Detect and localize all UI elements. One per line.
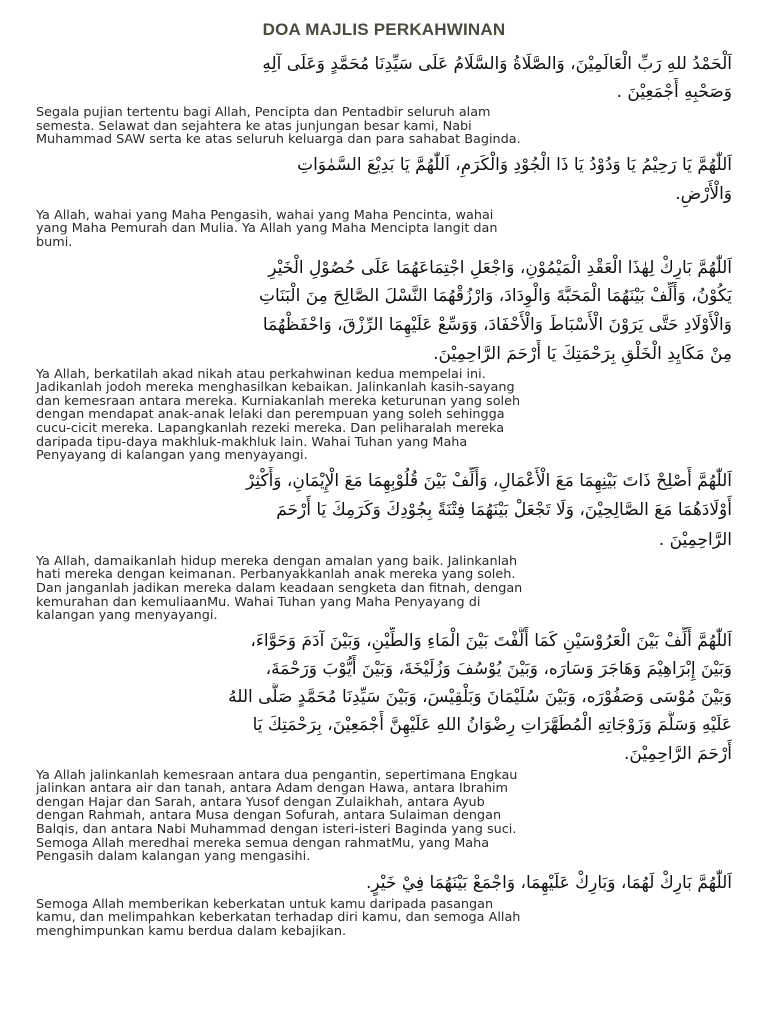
- arabic-line: أَوْلَادَهُمَا مَعَ الصَّالِحِيْنَ، وَلَا تَجْعَلْ بَيْنَهُمَا فِتْنَةً بِجُوْدِكَ وَكَرَمِكَ يَا أَرْحَمَ: [276, 499, 732, 520]
- translation-line: Ya Allah, berkatilah akad nikah atau perkahwinan kedua mempelai ini.: [36, 366, 486, 382]
- translation-line: daripada tipu-daya makhluk-makhluk lain. Wahai Tuhan yang Maha: [36, 434, 468, 450]
- malay-translation: [36, 368, 732, 463]
- arabic-line: مِنْ مَكَايِدِ الْخَلْقِ بِرَحْمَتِكَ يَا أَرْحَمَ الرَّاحِمِيْنَ.: [433, 343, 732, 364]
- translation-line: dengan Rahmah, antara Musa dengan Sofurah, antara Sulaiman dengan: [36, 808, 502, 824]
- arabic-prayer: [36, 627, 732, 769]
- translation-line: dan kemesraan antara mereka. Kurniakanlah mereka keturunan yang soleh: [36, 393, 521, 409]
- arabic-line: وَبَيْنَ إِبْرَاهِيْمَ وَهَاجَرَ وَسَارَه، وَبَيْنَ يُوْسُفَ وَزُلَيْخَةَ، وَبَيْنَ أَيُّوْبَ وَرَحْمَةَ،: [265, 658, 732, 679]
- arabic-prayer: [36, 254, 732, 368]
- translation-line: Semoga Allah meredhai mereka semua dengan rahmatMu, yang Maha: [36, 835, 490, 851]
- doa-sections: [36, 50, 732, 939]
- translation-line: Balqis, dan antara Nabi Muhammad dengan isteri-isteri Baginda yang suci.: [36, 822, 517, 838]
- malay-translation: [36, 555, 732, 623]
- arabic-line: عَلَيْهِ وَسَلَّمَ وَزَوْجَاتِهِ الْمُطَهَّرَاتِ رِضْوَانُ اللهِ عَلَيْهِنَّ أَجْمَعِيْنَ، بِرَحْمَتِكَ يَا: [252, 714, 732, 735]
- translation-line: hati mereka dengan keimanan. Perbanyakkanlah anak mereka yang soleh.: [36, 567, 516, 583]
- translation-line: Muhammad SAW serta ke atas seluruh keluarga dan para sahabat Baginda.: [36, 132, 521, 148]
- translation-line: dengan Hajar dan Sarah, antara Yusof dengan Zulaikhah, antara Ayub: [36, 794, 485, 810]
- translation-line: Ya Allah jalinkanlah kemesraan antara dua pengantin, sepertimana Engkau: [36, 767, 518, 783]
- doa-section: [36, 151, 732, 250]
- translation-line: yang Maha Pemurah dan Mulia. Ya Allah yang Maha Mencipta langit dan: [36, 221, 498, 237]
- translation-line: semesta. Selawat dan sejahtera ke atas junjungan besar kami, Nabi: [36, 118, 472, 134]
- translation-line: jalinkan antara air dan tanah, antara Adam dengan Hawa, antara Ibrahim: [36, 781, 509, 797]
- translation-line: menghimpunkan kamu berdua dalam kebajikan.: [36, 924, 347, 940]
- translation-line: kemurahan dan kemuliaanMu. Wahai Tuhan yang Maha Penyayang di: [36, 594, 481, 610]
- document-title: DOA MAJLIS PERKAHWINAN: [262, 20, 506, 39]
- translation-line: Ya Allah, damaikanlah hidup mereka dengan amalan yang baik. Jalinkanlah: [36, 553, 518, 569]
- malay-translation: [36, 106, 732, 147]
- arabic-line: اَلْحَمْدُ للهِ رَبِّ الْعَالَمِيْنَ، وَالصَّلَاةُ وَالسَّلَامُ عَلَى سَيِّدِنَا مُحَمَّدٍ وَعَلَى آلِهِ: [262, 54, 732, 74]
- translation-line: Semoga Allah memberikan keberkatan untuk kamu daripada pasangan: [36, 896, 494, 912]
- arabic-prayer: [36, 467, 732, 555]
- arabic-line: اَللّٰهُمَّ أَلِّفْ بَيْنَ الْعَرُوْسَيْنِ كَمَا أَلَّفْتَ بَيْنَ الْمَاءِ وَالطِّيْنِ، وَبَيْنَ آدَمَ وَحَوَّاءَ،: [250, 630, 732, 651]
- malay-translation: [36, 209, 732, 250]
- arabic-line: يَكُوْنُ، وَأَلِّفْ بَيْنَهُمَا الْمَحَبَّةَ وَالْوِدَادَ، وَارْزُقْهُمَا النَّسْلَ الصَّالِحَ مِنَ الْبَنَاتِ: [258, 285, 732, 306]
- arabic-prayer: [36, 151, 732, 209]
- arabic-line: اَللّٰهُمَّ أَصْلِحْ ذَاتَ بَيْنِهِمَا مَعَ الْأَعْمَالِ، وَأَلِّفْ بَيْنَ قُلُوْبِهِمَا مَعَ الْإِيْمَانِ، وَأَكْثِرْ: [245, 470, 732, 491]
- arabic-line: وَالْأَوْلَادِ حَتَّى يَرَوْنَ الْأَسْبَاطَ وَالْأَحْفَادَ، وَوَسِّعْ عَلَيْهِمَا الرِّزْقَ، وَاحْفَظْهُمَا: [262, 314, 732, 335]
- translation-line: Jadikanlah jodoh mereka menghasilkan kebaikan. Jalinkanlah kasih-sayang: [36, 380, 515, 396]
- arabic-line: وَالْأَرْضِ.: [675, 183, 732, 204]
- translation-line: Segala pujian tertentu bagi Allah, Pencipta dan Pentadbir seluruh alam: [36, 105, 491, 120]
- doa-section: [36, 467, 732, 623]
- arabic-line: اَللّٰهُمَّ يَا رَحِيْمُ يَا وَدُوْدُ يَا ذَا الْجُوْدِ وَالْكَرَمِ، اَللّٰهُمَّ يَا بَدِيْعَ السَّمٰوَاتِ: [297, 154, 732, 175]
- translation-line: Penyayang di kalangan yang menyayangi.: [36, 448, 308, 464]
- doa-section: [36, 627, 732, 864]
- arabic-prayer: [36, 50, 732, 106]
- arabic-line: اَللّٰهُمَّ بَارِكْ لَهُمَا، وَبَارِكْ عَلَيْهِمَا، وَاجْمَعْ بَيْنَهُمَا فِيْ خَيْرٍ.: [366, 872, 732, 893]
- translation-line: Dan janganlah jadikan mereka dalam keadaan sengketa dan fitnah, dengan: [36, 580, 523, 596]
- arabic-line: أَرْحَمَ الرَّاحِمِيْنَ.: [624, 743, 732, 764]
- arabic-line: اَللّٰهُمَّ بَارِكْ لِهٰذَا الْعَقْدِ الْمَيْمُوْنِ، وَاجْعَلِ اجْتِمَاعَهُمَا عَلَى حُصُوْلِ الْخَيْرِ: [268, 257, 732, 278]
- translation-line: cucu-cicit mereka. Lapangkanlah rezeki mereka. Dan peliharalah mereka: [36, 420, 505, 436]
- arabic-line: وَصَحْبِهِ أَجْمَعِيْنَ .: [616, 82, 732, 102]
- arabic-line: وَبَيْنَ مُوْسَى وَصَفُوْرَه، وَبَيْنَ سُلَيْمَانَ وَبَلْقِيْسَ، وَبَيْنَ سَيِّدِنَا مُحَمَّدٍ صَلَّى اللهُ: [228, 686, 732, 707]
- doa-section: [36, 254, 732, 463]
- malay-translation: [36, 898, 732, 939]
- translation-line: kalangan yang menyayangi.: [36, 608, 218, 624]
- translation-line: kamu, dan melimpahkan keberkatan terhadap diri kamu, dan semoga Allah: [36, 910, 521, 926]
- malay-translation: [36, 769, 732, 864]
- translation-line: dengan mendapat anak-anak lelaki dan perempuan yang soleh sehingga: [36, 407, 505, 423]
- arabic-prayer: [36, 868, 732, 898]
- arabic-line: الرَّاحِمِيْنَ .: [658, 529, 732, 550]
- translation-line: bumi.: [36, 234, 73, 250]
- translation-line: Ya Allah, wahai yang Maha Pengasih, wahai yang Maha Pencinta, wahai: [36, 207, 494, 223]
- doa-section: [36, 868, 732, 939]
- doa-section: [36, 50, 732, 147]
- translation-line: Pengasih dalam kalangan yang mengasihi.: [36, 849, 311, 865]
